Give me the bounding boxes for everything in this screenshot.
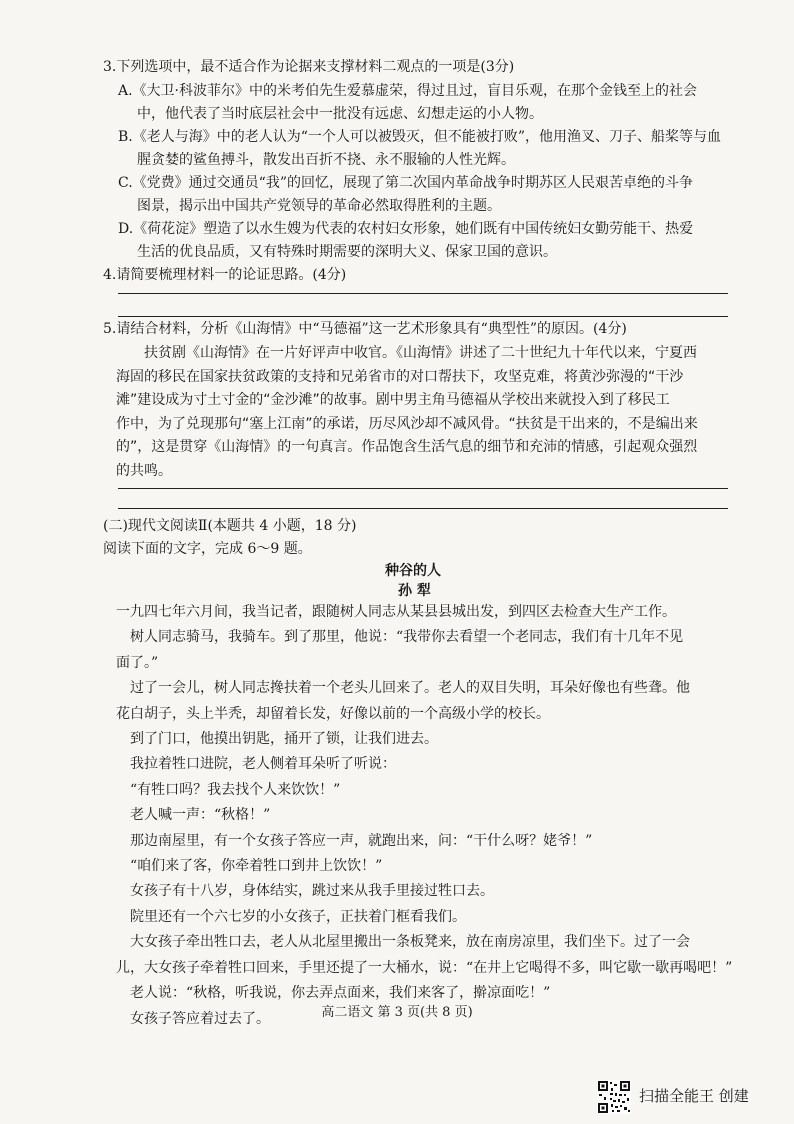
q5-material-line: 海固的移民在国家扶贫政策的支持和兄弟省市的对口帮扶下，攻坚克难，将黄沙弥漫的“干沙 [116,368,684,385]
scanner-watermark: 扫描全能王 创建 [639,1087,749,1105]
q4-stem: 4.请简要梳理材料一的论证思路。(4分) [103,267,347,283]
q3-option-b-line2: 腥贪婪的鲨鱼搏斗，散发出百折不挠、永不服输的人性光辉。 [137,152,515,168]
story-paragraph: 我拉着牲口进院，老人侧着耳朵听了听说： [130,756,396,773]
story-paragraph: 一九四七年六月间，我当记者，跟随树人同志从某县县城出发，到四区去检查大生产工作。 [116,604,676,620]
q4-answer-line [118,316,728,317]
q5-material-line: 扶贫剧《山海情》在一片好评声中收官。《山海情》讲述了二十世纪九十年代以来，宁夏西 [144,345,697,361]
q5-material-line: 的共鸣。 [116,462,172,479]
q3-option-b-line1: B.《老人与海》中的老人认为“一个人可以被毁灭，但不能被打败”，他用渔叉、刀子、船桨等与血 [118,129,722,145]
q5-answer-line [118,488,728,489]
story-paragraph: 到了门口，他摸出钥匙，捅开了锁，让我们进去。 [130,731,438,748]
q3-option-a-line1: A.《大卫·科波菲尔》中的米考伯先生爱慕虚荣，得过且过，盲目乐观，在那个金钱至上的社会 [118,83,698,99]
story-paragraph: “有牲口吗？我去找个人来饮饮！” [130,781,341,798]
qr-code-icon [597,1080,631,1114]
section2-heading: (二)现代文阅读Ⅱ(本题共 4 小题，18 分) [103,518,357,534]
story-paragraph: 树人同志骑马，我骑车。到了那里，他说：“我带你去看望一个老同志，我们有十几年不见 [130,629,684,646]
story-paragraph: 过了一会儿，树人同志搀扶着一个老头儿回来了。老人的双目失明，耳朵好像也有些聋。他 [130,680,690,697]
story-paragraph: 女孩子答应着过去了。 [130,1010,270,1027]
story-author: 孙 犁 [398,583,431,599]
story-paragraph: 面了。” [116,654,159,671]
q5-answer-line [118,508,728,509]
story-paragraph: 老人说：“秋格，听我说，你去弄点面来，我们来客了，擀凉面吃！” [130,985,551,1002]
q4-answer-line [118,293,728,294]
q3-option-a-line2: 中，他代表了当时底层社会中一批没有远虑、幻想走运的小人物。 [137,106,543,122]
story-paragraph: 老人喊一声：“秋格！” [130,807,271,824]
q5-material-line: 作中，为了兑现那句“塞上江南”的承诺，历尽风沙却不减风骨。“扶贫是干出来的，不是编出来 [116,415,698,432]
story-body [116,600,736,1032]
story-paragraph: 院里还有一个六七岁的小女孩子，正扶着门框看我们。 [130,908,466,925]
q3-option-c-line2: 图景，揭示出中国共产党领导的革命必然取得胜利的主题。 [137,198,501,214]
q3-option-c-line1: C.《党费》通过交通员“我”的回忆，展现了第二次国内革命战争时期苏区人民艰苦卓绝的斗争 [118,175,693,191]
q5-material-line: 的”，这是贯穿《山海情》的一句真言。作品饱含生活气息的细节和充沛的情感，引起观众强烈 [116,439,698,455]
story-title: 种谷的人 [385,563,441,579]
page-footer: 高二语文 第 3 页(共 8 页) [321,1005,473,1020]
story-paragraph: 花白胡子，头上半秃，却留着长发，好像以前的一个高级小学的校长。 [116,705,550,722]
q3-option-d-line2: 生活的优良品质，又有特殊时期需要的深明大义、保家卫国的意识。 [137,244,557,260]
q3-option-d-line1: D.《荷花淀》塑造了以水生嫂为代表的农村妇女形象，她们既有中国传统妇女勤劳能干、热爱 [118,221,694,237]
q5-material [116,342,736,483]
q3-stem: 3.下列选项中，最不适合作为论据来支撑材料二观点的一项是(3分) [103,59,515,75]
story-paragraph: 大女孩子牵出牲口去，老人从北屋里搬出一条板凳来，放在南房凉里，我们坐下。过了一会 [130,934,690,951]
story-paragraph: 那边南屋里，有一个女孩子答应一声，就跑出来，问：“干什么呀？姥爷！” [130,832,593,849]
story-paragraph: 女孩子有十八岁，身体结实，跳过来从我手里接过牲口去。 [130,883,494,900]
q5-stem: 5.请结合材料，分析《山海情》中“马德福”这一艺术形象具有“典型性”的原因。(4分) [103,321,627,337]
story-paragraph: “咱们来了客，你牵着牲口到井上饮饮！” [130,858,383,875]
story-paragraph: 儿，大女孩子牵着牲口回来，手里还提了一大桶水，说：“在井上它喝得不多，叫它歇一歇再喝吧！” [116,959,733,976]
q5-material-line: 滩”建设成为寸土寸金的“金沙滩”的故事。剧中男主角马德福从学校出来就投入到了移民工 [116,392,670,408]
section2-instruction: 阅读下面的文字，完成 6～9 题。 [103,541,312,557]
